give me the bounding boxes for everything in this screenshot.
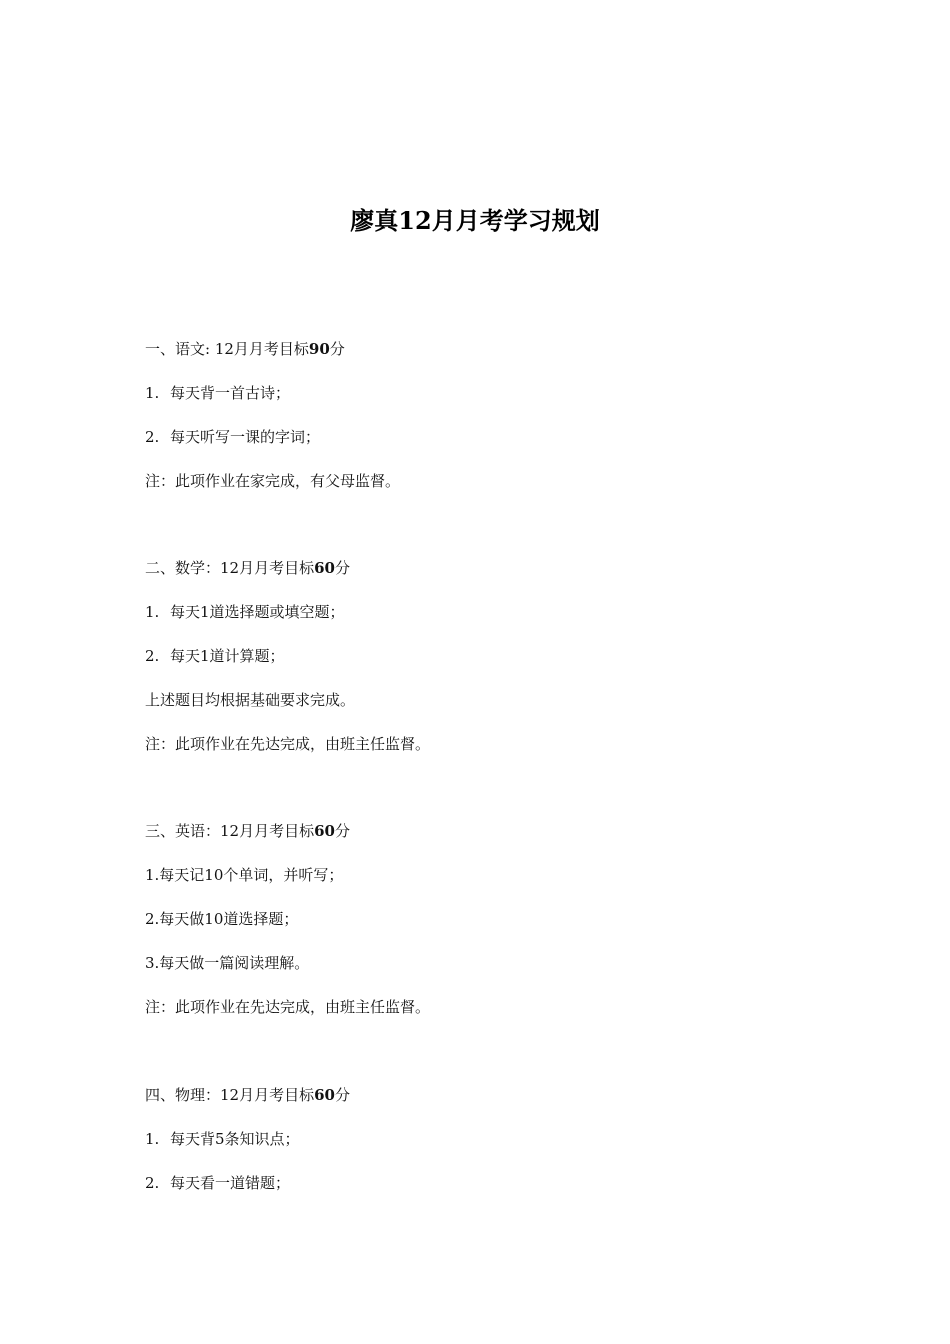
heading-text: 四、物理：12月月考目标	[145, 1086, 315, 1104]
list-item: 1.每天记10个单词，并听写；	[145, 866, 344, 884]
list-item	[145, 1172, 290, 1194]
target-score: 60	[314, 559, 335, 577]
target-score: 90	[308, 340, 330, 358]
target-score: 60	[314, 822, 335, 840]
list-item	[145, 426, 320, 448]
section-heading-chinese	[145, 338, 345, 360]
note-text: 注：此项作业在先达完成，由班主任监督。	[145, 735, 431, 753]
list-number: 2.	[145, 647, 160, 665]
heading-unit: 分	[334, 822, 350, 840]
list-item	[145, 601, 345, 623]
list-item	[145, 1128, 300, 1150]
note-text: 上述题目均根据基础要求完成。	[145, 691, 356, 709]
heading-unit: 分	[334, 559, 350, 577]
list-text: 每天看一道错题；	[170, 1174, 291, 1192]
list-text: 每天1道选择题或填空题；	[170, 603, 345, 621]
list-text: 每天听写一课的字词；	[170, 428, 321, 446]
heading-unit: 分	[329, 340, 345, 358]
section-heading-english	[145, 820, 350, 842]
list-number: 1.	[145, 384, 160, 402]
list-text: 每天背一首古诗；	[170, 384, 291, 402]
document-title: 廖真12月月考学习规划	[350, 206, 600, 235]
list-text: 每天1道计算题；	[170, 647, 285, 665]
target-score: 60	[314, 1086, 335, 1104]
section-heading-physics	[145, 1084, 350, 1106]
list-text: 每天背5条知识点；	[170, 1130, 300, 1148]
list-item: 2.每天做10道选择题；	[145, 910, 299, 928]
list-item: 3.每天做一篇阅读理解。	[145, 954, 310, 972]
section-heading-math	[145, 557, 350, 579]
list-number: 2.	[145, 1174, 160, 1192]
note-text: 注：此项作业在家完成，有父母监督。	[145, 472, 401, 490]
list-number: 1.	[145, 1130, 160, 1148]
heading-unit: 分	[334, 1086, 350, 1104]
note-text: 注：此项作业在先达完成，由班主任监督。	[145, 998, 431, 1016]
heading-text: 三、英语：12月月考目标	[145, 822, 315, 840]
heading-text: 一、语文: 12月月考目标	[145, 340, 309, 358]
list-item	[145, 382, 290, 404]
list-number: 1.	[145, 603, 160, 621]
heading-text: 二、数学：12月月考目标	[145, 559, 315, 577]
list-item	[145, 645, 285, 667]
list-number: 2.	[145, 428, 160, 446]
